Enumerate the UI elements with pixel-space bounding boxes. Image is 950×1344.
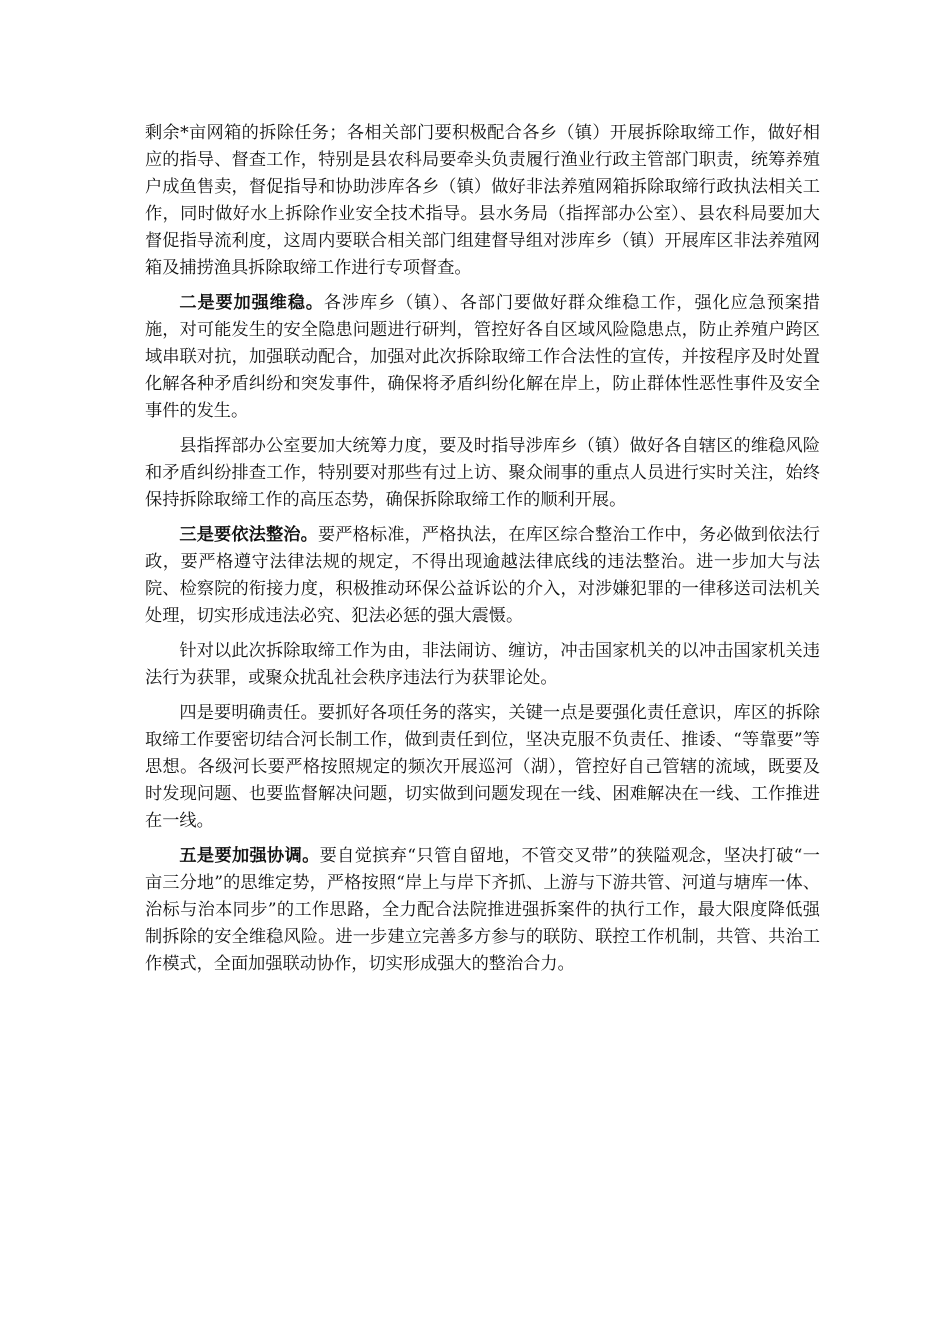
paragraph-lead: 五是要加强协调。 <box>179 846 320 866</box>
paragraph-text: 四是要明确责任。要抓好各项任务的落实，关键一点是要强化责任意识，库区的拆除取缔工作要密切结合河长制工作，做到责任到位，坚决克服不负责任、推诿、“等靠要”等思想。各级河长要严格按照规定的频次开展巡河（湖），管控好自己管辖的流域，既要及时发现问题、也要监督解决问题，切实做到问题发现在一线、困难解决在一线、工作推进在一线。 <box>145 703 820 831</box>
paragraph-illegal-petition <box>145 638 820 692</box>
paragraph-responsibility <box>145 700 820 835</box>
paragraph-text: 针对以此次拆除取缔工作为由，非法闹访、缠访，冲击国家机关的以冲击国家机关违法行为获罪，或聚众扰乱社会秩序违法行为获罪论处。 <box>145 641 820 688</box>
paragraph-text: 剩余*亩网箱的拆除任务；各相关部门要积极配合各乡（镇）开展拆除取缔工作，做好相应的指导、督查工作，特别是县农科局要牵头负责履行渔业行政主管部门职责，统筹养殖户成鱼售卖，督促指导和协助涉库各乡（镇）做好非法养殖网箱拆除取缔行政执法相关工作，同时做好水上拆除作业安全技术指导。县水务局（指挥部办公室）、县农科局要加大督促指导流利度，这周内要联合相关部门组建督导组对涉库乡（镇）开展库区非法养殖网箱及捕捞渔具拆除取缔工作进行专项督查。 <box>145 123 820 278</box>
paragraph-lawful-rectification <box>145 522 820 630</box>
paragraph-lead: 三是要依法整治。 <box>179 525 318 545</box>
paragraph-stability <box>145 290 820 425</box>
paragraph-text: 要自觉摈弃“只管自留地，不管交叉带”的狭隘观念，坚决打破“一亩三分地”的思维定势，严格按照“岸上与岸下齐抓、上游与下游共管、河道与塘库一体、治标与治本同步”的工作思路，全力配合法院推进强拆案件的执行工作，最大限度降低强制拆除的安全维稳风险。进一步建立完善多方参与的联防、联控工作机制，共管、共治工作模式，全面加强联动协作，切实形成强大的整治合力。 <box>145 846 820 974</box>
paragraph-continuation <box>145 120 820 282</box>
paragraph-text: 要严格标准，严格执法，在库区综合整治工作中，务必做到依法行政，要严格遵守法律法规的规定，不得出现逾越法律底线的违法整治。进一步加大与法院、检察院的衔接力度，积极推动环保公益诉讼的介入，对涉嫌犯罪的一律移送司法机关处理，切实形成违法必究、犯法必惩的强大震慑。 <box>145 525 820 626</box>
paragraph-lead: 二是要加强维稳。 <box>179 293 324 313</box>
paragraph-text: 县指挥部办公室要加大统筹力度，要及时指导涉库乡（镇）做好各自辖区的维稳风险和矛盾纠纷排查工作，特别要对那些有过上访、聚众闹事的重点人员进行实时关注，始终保持拆除取缔工作的高压态势，确保拆除取缔工作的顺利开展。 <box>145 436 820 510</box>
paragraph-text: 各涉库乡（镇）、各部门要做好群众维稳工作，强化应急预案措施，对可能发生的安全隐患问题进行研判，管控好各自区域风险隐患点，防止养殖户跨区域串联对抗，加强联动配合，加强对此次拆除取缔工作合法性的宣传，并按程序及时处置化解各种矛盾纠纷和突发事件，确保将矛盾纠纷化解在岸上，防止群体性恶性事件及安全事件的发生。 <box>145 293 820 421</box>
paragraph-office-coordination <box>145 433 820 514</box>
document-body <box>145 120 820 986</box>
paragraph-coordination <box>145 843 820 978</box>
